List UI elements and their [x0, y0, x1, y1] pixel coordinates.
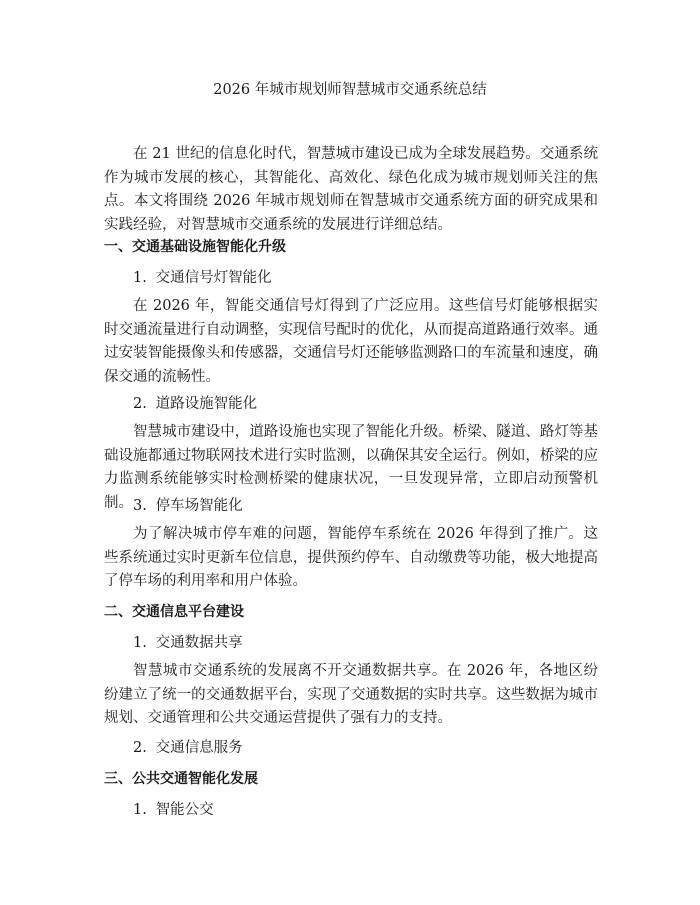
section-1-item-2-number: 2. [133, 396, 147, 412]
section-1-item-2-title: 道路设施智能化 [155, 396, 258, 412]
section-2-item-2-number: 2. [133, 740, 147, 756]
section-1-item-3-number: 3. [133, 498, 147, 514]
section-2-item-2-title: 交通信息服务 [155, 740, 243, 756]
section-1-item-3-paragraph: 为了解决城市停车难的问题，智能停车系统在 2026 年得到了推广。这些系统通过实时更新车位信息，提供预约停车、自动缴费等功能，极大地提高了停车场的利用率和用户体验。 [104, 526, 598, 589]
section-2-item-1-heading [133, 633, 598, 653]
section-1-item-2-paragraph: 智慧城市建设中，道路设施也实现了智能化升级。桥梁、隧道、路灯等基础设施都通过物联网技术进行实时监测，以确保其安全运行。例如，桥梁的应力监测系统能够实时检测桥梁的健康状况，一旦发现异常，立即启动预警机制。 [104, 424, 598, 511]
section-3-heading: 三、公共交通智能化发展 [104, 771, 258, 787]
section-2-item-1-paragraph: 智慧城市交通系统的发展离不开交通数据共享。在 2026 年，各地区纷纷建立了统一的交通数据平台，实现了交通数据的实时共享。这些数据为城市规划、交通管理和公共交通运营提供了强有力的支持。 [104, 663, 598, 726]
section-1-heading: 一、交通基础设施智能化升级 [104, 239, 286, 255]
section-2-item-1-number: 1. [133, 635, 147, 651]
section-1-item-1-number: 1. [133, 270, 147, 286]
section-1-item-1-paragraph: 在 2026 年，智能交通信号灯得到了广泛应用。这些信号灯能够根据实时交通流量进行自动调整，实现信号配时的优化，从而提高道路通行效率。通过安装智能摄像头和传感器，交通信号灯还能够监测路口的车流量和速度，确保交通的流畅性。 [104, 298, 598, 385]
section-2-item-2-heading [133, 738, 598, 758]
intro-paragraph: 在 21 世纪的信息化时代，智慧城市建设已成为全球发展趋势。交通系统作为城市发展的核心，其智能化、高效化、绿色化成为城市规划师关注的焦点。本文将围绕 2026 年城市规划师在智慧城市交通系统方面的研究成果和实践经验，对智慧城市交通系统的发展进行详细总结。 [104, 146, 598, 233]
section-2-item-1-title: 交通数据共享 [155, 635, 243, 651]
section-1-item-2-heading [133, 394, 598, 414]
section-2-heading: 二、交通信息平台建设 [104, 604, 244, 620]
section-1-item-1-title: 交通信号灯智能化 [155, 270, 272, 286]
document-title: 2026 年城市规划师智慧城市交通系统总结 [213, 82, 487, 98]
section-1-item-3-heading [133, 496, 598, 516]
section-1-item-1-heading [133, 268, 598, 288]
section-3-item-1-title: 智能公交 [155, 802, 214, 818]
section-3-item-1-number: 1. [133, 802, 147, 818]
section-3-item-1-heading [133, 800, 598, 820]
section-1-item-3-title: 停车场智能化 [155, 498, 243, 514]
